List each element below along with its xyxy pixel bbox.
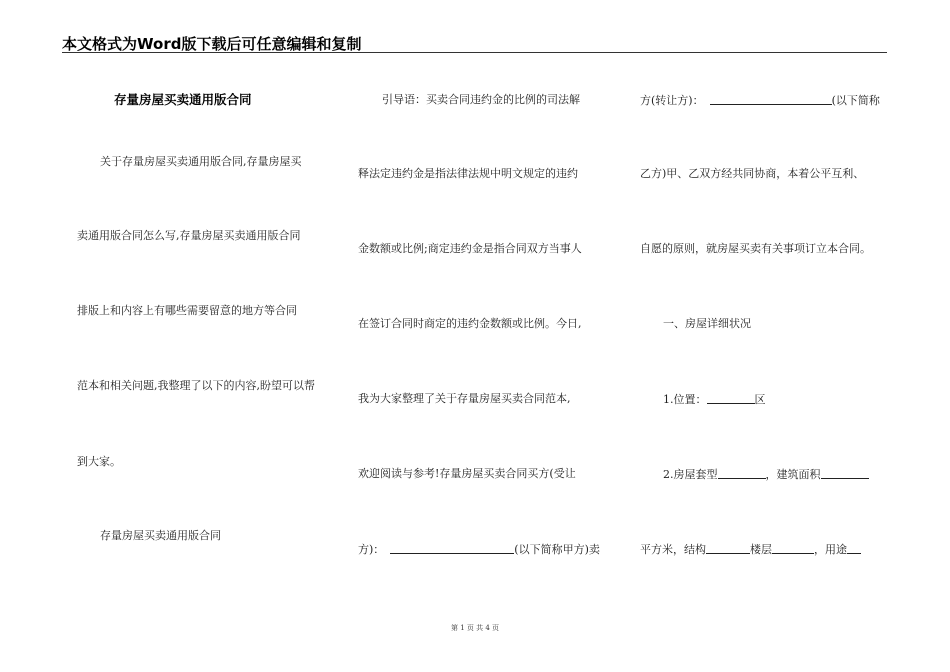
document-banner: 本文格式为Word版下载后可任意编辑和复制 [62,35,362,53]
col2-line: 释法定违约金是指法律法规中明文规定的违约 [358,167,578,180]
header-rule [62,52,887,53]
fill-blank [706,542,750,554]
col3-location-line [663,392,766,407]
col2-buyer-line [358,542,600,557]
col1-line: 存量房屋买卖通用版合同 [100,529,221,542]
col3-area-p1: 平方米，结构 [640,543,706,556]
fill-blank [707,392,755,404]
col2-buyer-suffix: (以下简称甲方)卖 [514,543,600,556]
fill-blank [821,467,869,479]
col3-area-p3: ，用途 [814,543,847,556]
col1-line: 到大家。 [77,455,121,468]
col2-line: 在签订合同时商定的违约金数额或比例。今日, [358,317,582,330]
page-footer: 第 1 页 共 4 页 [450,624,500,632]
col3-type-mid: ，建筑面积 [765,468,821,481]
col3-section-heading: 一、房屋详细状况 [663,317,751,330]
fill-blank [772,542,814,554]
col3-seller-prefix: 方(转让方)： [640,94,704,107]
col1-line: 排版上和内容上有哪些需要留意的地方等合同 [77,304,297,317]
fill-blank [847,542,861,554]
col3-seller-line [640,93,880,108]
col2-line: 我为大家整理了关于存量房屋买卖合同范本, [358,392,571,405]
fill-blank [390,542,514,554]
col1-line: 关于存量房屋买卖通用版合同,存量房屋买 [100,155,302,168]
col1-line: 范本和相关问题,我整理了以下的内容,盼望可以帮 [77,379,315,392]
col3-line: 自愿的原则，就房屋买卖有关事项订立本合同。 [640,242,871,255]
col3-line: 乙方)甲、乙双方经共同协商，本着公平互利、 [640,167,865,180]
col3-area-p2: 楼层 [750,543,772,556]
fill-blank [710,93,832,105]
col3-location-prefix: 1.位置： [663,393,707,406]
col2-line: 引导语：买卖合同违约金的比例的司法解 [382,93,580,106]
fill-blank [718,467,766,479]
col2-line: 欢迎阅读与参考!存量房屋买卖合同买方(受让 [358,467,576,480]
col3-type-prefix: 2.房屋套型 [663,468,718,481]
col3-seller-suffix: (以下简称 [831,94,880,107]
col1-line: 卖通用版合同怎么写,存量房屋买卖通用版合同 [77,229,301,242]
col3-area-line [640,542,861,557]
col2-buyer-prefix: 方)： [358,543,385,556]
col3-type-line [663,467,869,482]
document-title: 存量房屋买卖通用版合同 [114,92,252,107]
col3-location-suffix: 区 [754,393,766,406]
col2-line: 金数额或比例;商定违约金是指合同双方当事人 [358,242,582,255]
